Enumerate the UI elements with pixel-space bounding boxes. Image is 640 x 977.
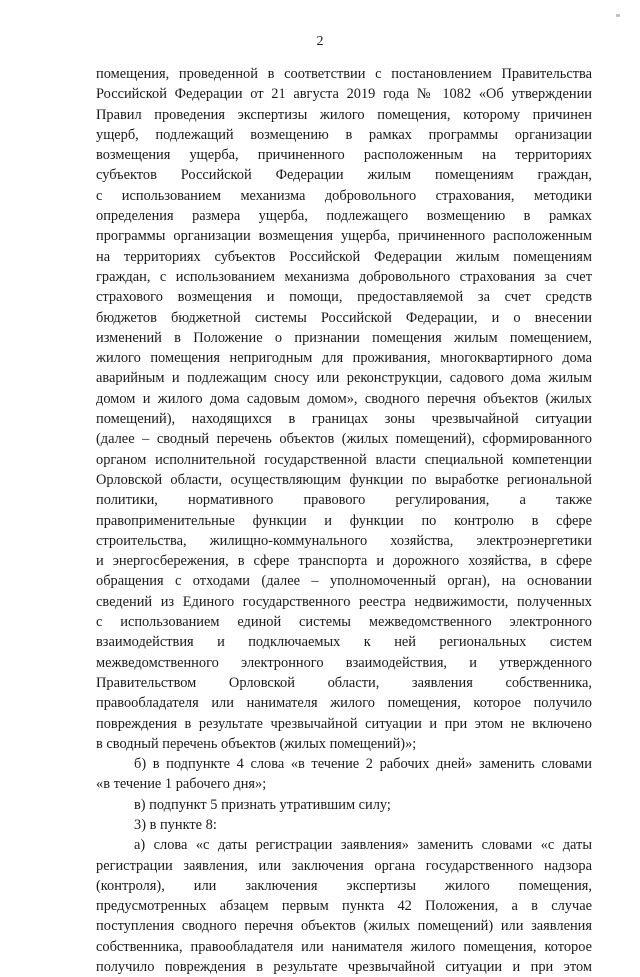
text-line: аварийным и подлежащим сносу или реконструкции, садового дома жилым — [96, 370, 592, 387]
text-line: правоприменительные функции и функции по контролю в сфере — [96, 512, 592, 529]
text-line: (контроля), или заключения экспертизы жилого помещения, — [96, 877, 592, 894]
text-line: Орловской области, осуществляющим функции по выработке региональной — [96, 471, 592, 488]
text-line: ущерб, подлежащий возмещению в рамках программы организации — [96, 126, 592, 143]
text-line: правообладателя или нанимателя жилого помещения, которое получило — [96, 695, 592, 712]
text-line: в) подпункт 5 признать утратившим силу; — [134, 796, 391, 813]
text-line: программы организации возмещения ущерба, причиненного расположенным — [96, 228, 592, 245]
text-line: межведомственного электронного взаимодействия, и утвержденного — [96, 654, 592, 671]
text-line: страхового возмещения и помощи, предоставляемой за счет средств — [96, 289, 592, 306]
text-line: повреждения в результате чрезвычайной ситуации и при этом не включено — [96, 715, 592, 732]
text-line: определения размера ущерба, подлежащего возмещению в рамках — [96, 208, 592, 225]
text-line: жилого помещения непригодным для проживания, многоквартирного дома — [96, 350, 592, 367]
text-line: с использованием механизма добровольного страхования, методики — [96, 187, 592, 204]
text-line: предусмотренных абзацем первым пункта 42 Положения, а в случае — [96, 898, 592, 915]
text-line: политики, нормативного правового регулирования, а также — [96, 492, 592, 509]
text-line: сведений из Единого государственного реестра недвижимости, полученных — [96, 593, 592, 610]
text-line: получило повреждения в результате чрезвычайной ситуации и при этом — [96, 959, 592, 976]
text-line: граждан, с использованием механизма добровольного страхования за счет — [96, 268, 592, 285]
text-line: регистрации заявления, или заключения органа государственного надзора — [96, 857, 592, 874]
text-line: строительства, жилищно-коммунального хозяйства, электроэнергетики — [96, 532, 592, 549]
text-line: субъектов Российской Федерации жилым помещениям граждан, — [96, 167, 592, 184]
scan-speck — [616, 14, 620, 17]
text-line: помещений), находящихся в границах зоны чрезвычайной ситуации — [96, 411, 592, 428]
text-line: взаимодействия и подключаемых к ней региональных систем — [96, 634, 592, 651]
body-text — [96, 64, 592, 977]
text-line: поступления сводного перечня объектов (жилых помещений) или заявления — [96, 918, 592, 935]
page-number: 2 — [316, 34, 324, 49]
text-line: обращения с отходами (далее – уполномоченный орган), на основании — [96, 573, 592, 590]
text-line: бюджетов бюджетной системы Российской Федерации, и о внесении — [96, 309, 592, 326]
text-line: с использованием единой системы межведомственного электронного — [96, 614, 592, 631]
text-line: на территориях субъектов Российской Федерации жилым помещениям — [96, 248, 592, 265]
text-line: в сводный перечень объектов (жилых помещений)»; — [96, 735, 417, 752]
text-line: а) слова «с даты регистрации заявления» заменить словами «с даты — [134, 837, 592, 854]
text-line: и энергосбережения, в сфере транспорта и дорожного хозяйства, в сфере — [96, 553, 592, 570]
text-line: собственника, правообладателя или нанимателя жилого помещения, которое — [96, 938, 592, 955]
text-line: Правительством Орловской области, заявления собственника, — [96, 674, 592, 691]
text-line: «в течение 1 рабочего дня»; — [96, 776, 267, 793]
text-line: домом и жилого дома садовым домом», сводного перечня объектов (жилых — [96, 390, 592, 407]
text-line: 3) в пункте 8: — [134, 816, 217, 833]
text-line: б) в подпункте 4 слова «в течение 2 рабочих дней» заменить словами — [134, 756, 592, 773]
text-line: помещения, проведенной в соответствии с постановлением Правительства — [96, 66, 592, 82]
text-line: изменений в Положение о признании помещения жилым помещением, — [96, 329, 592, 346]
text-line: возмещения ущерба, причиненного расположенным на территориях — [96, 147, 592, 164]
text-line: Российской Федерации от 21 августа 2019 года № 1082 «Об утверждении — [96, 86, 592, 103]
text-line: Правил проведения экспертизы жилого помещения, которому причинен — [96, 106, 592, 123]
text-line: (далее – сводный перечень объектов (жилых помещений), сформированного — [96, 431, 592, 448]
text-line: органом исполнительной государственной власти специальной компетенции — [96, 451, 592, 468]
